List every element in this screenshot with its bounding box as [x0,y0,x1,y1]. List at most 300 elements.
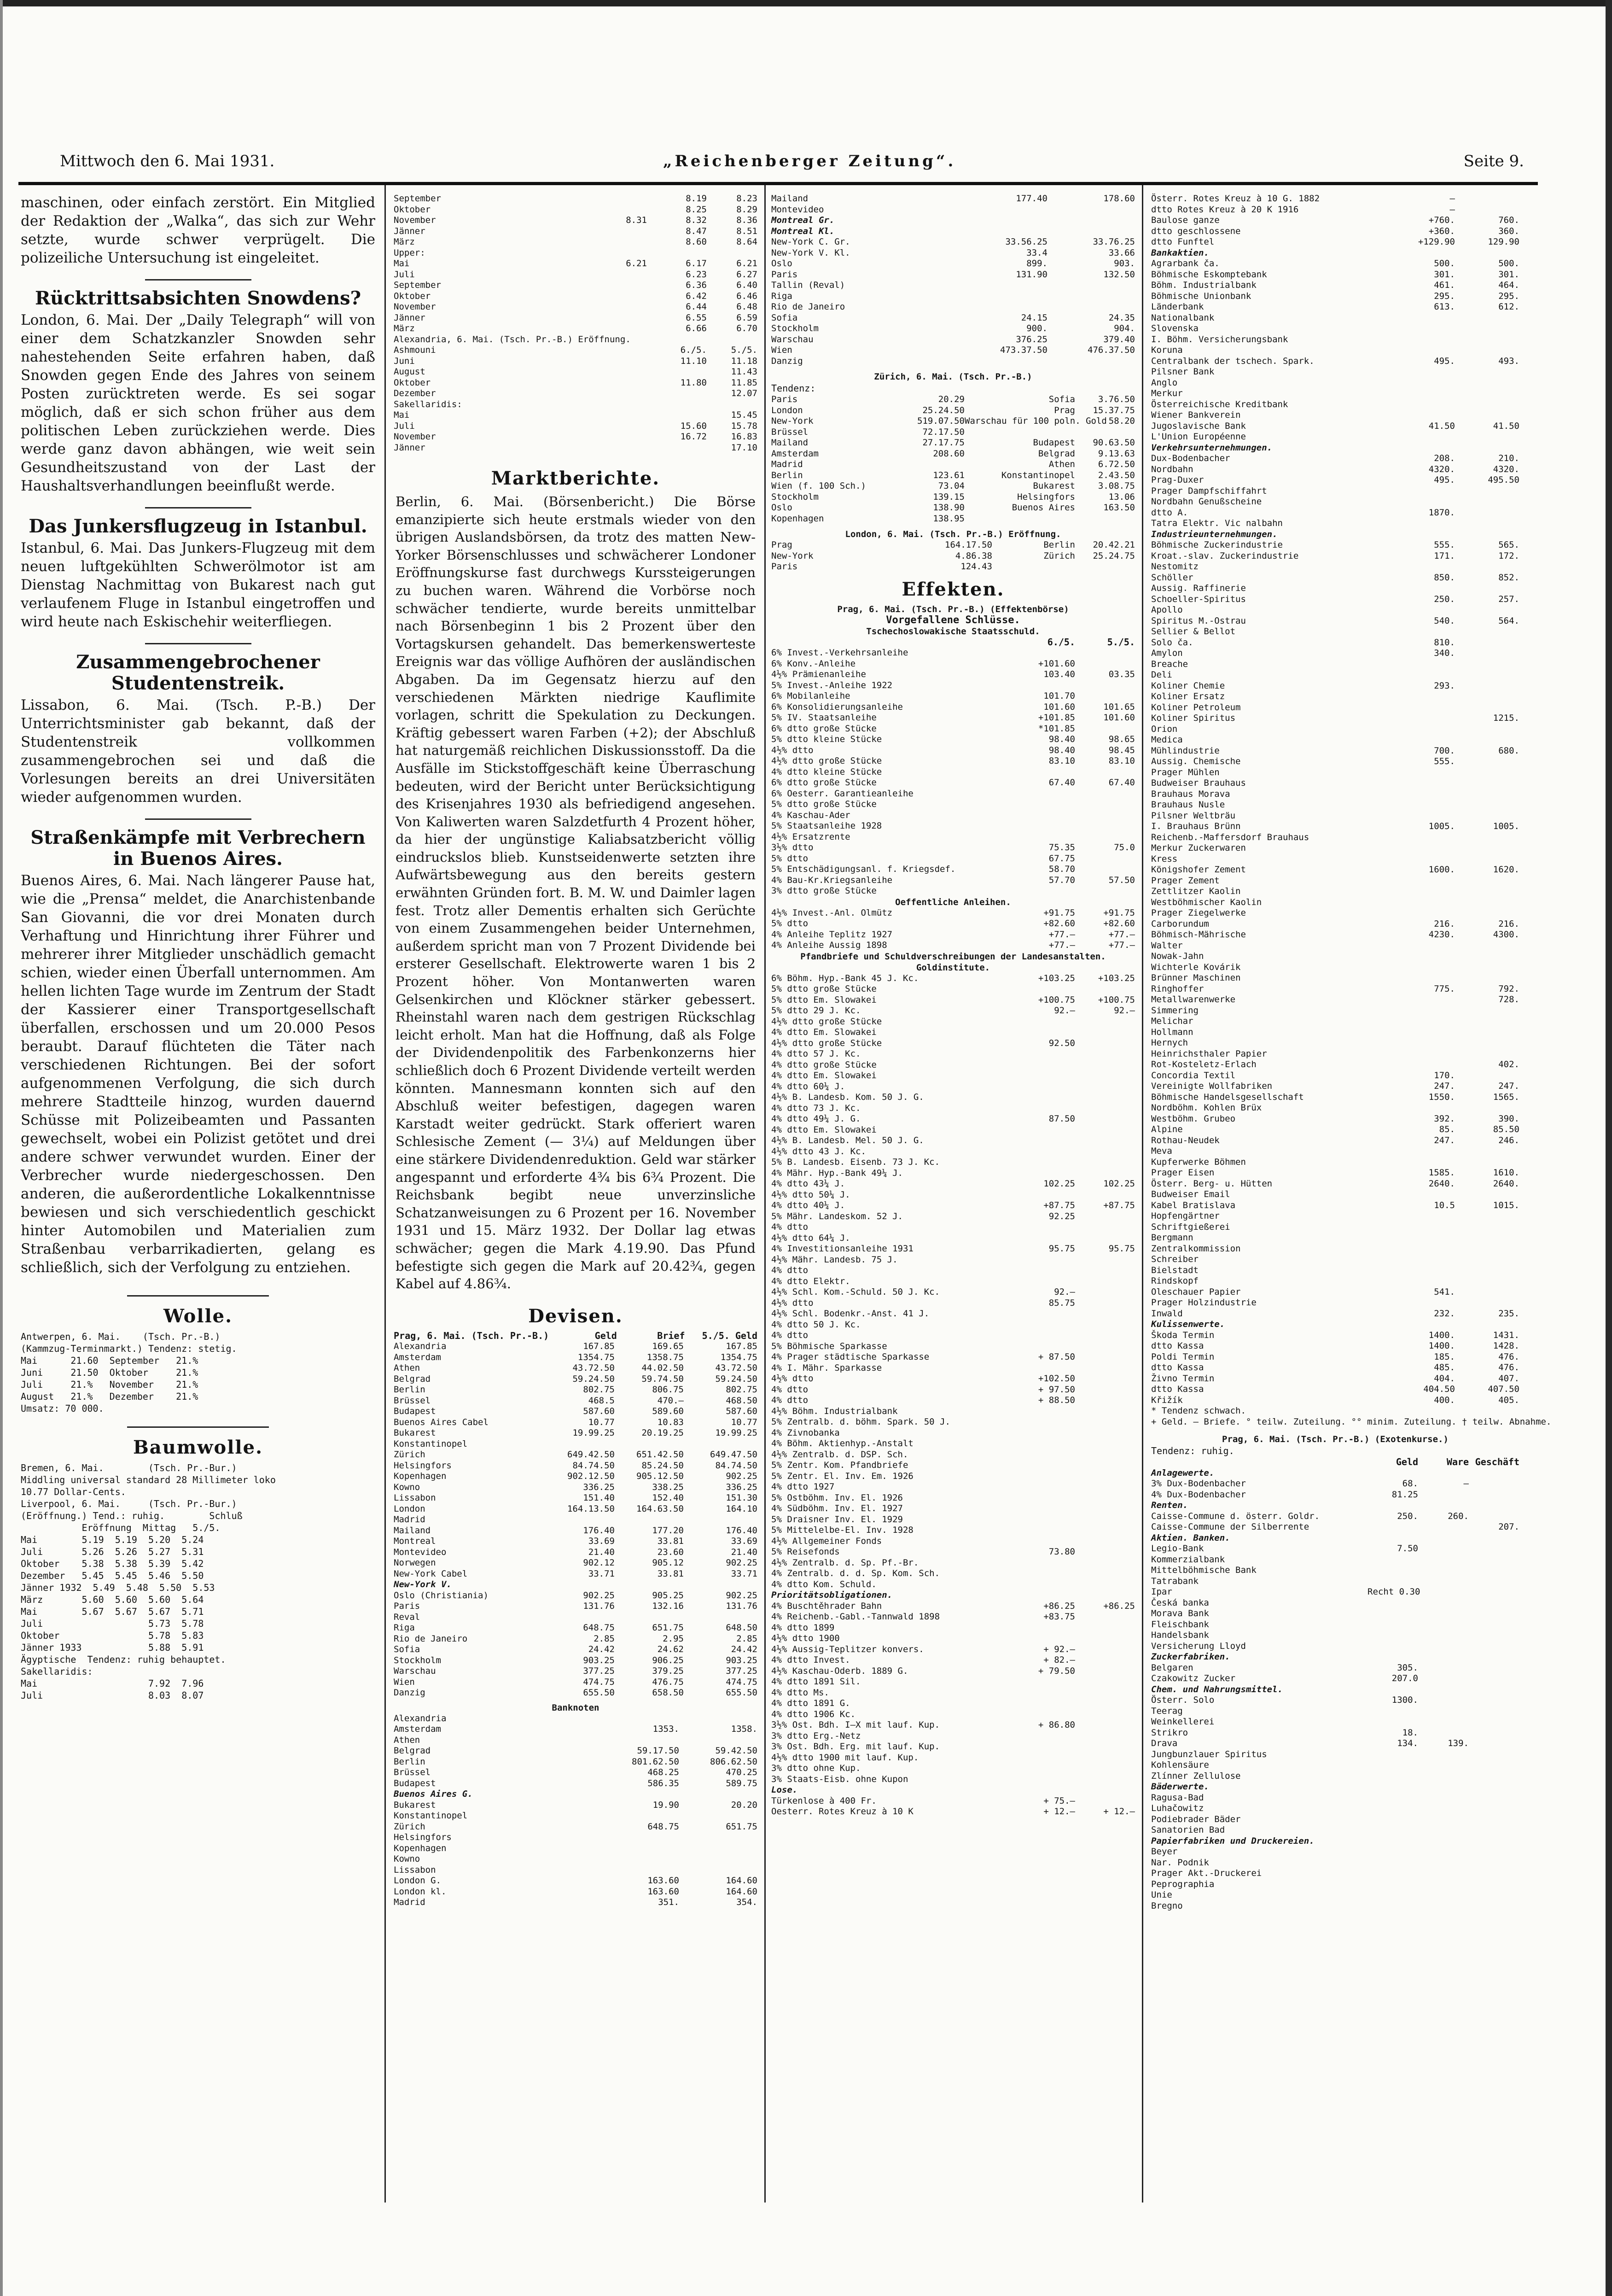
row-value: + 88.50 [1038,1395,1075,1405]
devisen-row [394,1461,757,1472]
exoten-row [1151,1598,1519,1609]
row-value: 340. [1434,648,1455,658]
row-value: 170. [1434,1070,1455,1081]
row-label: Pilsner Bank [1151,367,1215,377]
row-value [1469,1717,1519,1728]
pfandbrief-row [771,1601,1135,1612]
row-label: 4% Investitionsanleihe 1931 [771,1244,914,1254]
row-label: Stockholm [394,1655,441,1665]
row-value: 392. [1434,1113,1455,1124]
row-label: 3% Staats-Eisb. ohne Kupon [771,1774,908,1784]
row-label: Ashmouni [394,345,436,355]
baumwolle-line: Dezember 5.45 5.45 5.46 5.50 [21,1570,204,1581]
row-value: 33.69 [731,1536,757,1547]
row-value [1469,1641,1519,1652]
effekten-heading: Effekten. [902,578,1005,600]
wolle-line: Antwerpen, 6. Mai. (Tsch. Pr.-B.) [21,1331,221,1342]
devisen-row [394,1569,757,1580]
public-loan-row [771,929,1135,941]
row-label: Böhmische Unionbank [1151,291,1251,301]
cotton-row [394,258,757,269]
row-value: 18. [1402,1727,1418,1738]
share-row [1151,1038,1519,1049]
row-value [1015,1493,1075,1504]
bond-row [771,767,1135,778]
row-value [601,1832,679,1843]
row-value: 904. [1114,323,1135,333]
share-row [1151,378,1519,389]
bond-row [771,702,1135,713]
row-label: Mailand [771,438,809,448]
row-value [1418,1630,1469,1641]
pfandbrief-row [771,1460,1135,1471]
row-value: 11.18 [731,356,757,366]
row-value [1075,1092,1135,1103]
row-value: 167.85 [726,1341,757,1352]
row-value: 1358.75 [646,1352,684,1362]
row-value: +360. [1428,226,1455,236]
row-label: Bielstadt [1151,1265,1199,1275]
share-row [1151,1276,1519,1287]
row-value: 247. [1434,1081,1455,1091]
row-value: 4320. [1493,464,1519,474]
row-value: 92.25 [1048,1211,1075,1221]
page-header [60,152,1524,178]
row-value: 131.76 [726,1601,757,1612]
row-label: Zentralkommission [1151,1243,1241,1254]
row-label: 4% dtto [771,1384,809,1395]
row-label: Prioritätsobligationen. [771,1590,893,1600]
row-value: +129.90 [1418,237,1455,247]
row-label: Mai [394,410,410,420]
row-value [1418,1673,1469,1684]
pfandbrief-row [771,1774,1135,1785]
row-label: Amsterdam [394,1724,441,1735]
row-value [1455,345,1519,356]
shares-table [1151,193,1552,1427]
row-value: 655.50 [726,1688,757,1698]
row-label: Paris [771,269,798,280]
share-row [1151,756,1519,767]
row-label: Oktober [394,204,431,215]
row-value: 139. [1448,1738,1469,1748]
pfandbrief-row [771,1655,1135,1666]
banknote-row [394,1822,757,1833]
row-value: 485. [1434,1362,1455,1373]
exoten-col: Geld [1396,1456,1418,1467]
london-table [771,540,1135,573]
share-row [1151,908,1519,919]
row-label: 6% dtto große Stücke [771,723,877,734]
row-value: Zürich [1043,550,1075,561]
share-row [1151,432,1519,443]
row-value [1469,1630,1519,1641]
row-value [1015,1503,1075,1514]
row-label: 6% Konsolidierungsanleihe [771,701,903,712]
cotton-row [394,378,757,389]
row-value: 95.75 [1048,1244,1075,1254]
pfandbrief-row [771,1731,1135,1742]
row-value [1015,789,1075,800]
row-label: 5% Mähr. Landeskom. 52 J. [771,1211,903,1221]
effekten-col: 5./5. [1107,636,1135,648]
london-row [771,561,1135,573]
row-value [1455,1265,1519,1276]
row-value [1455,1157,1519,1168]
pfandbrief-row [771,1146,1135,1157]
row-value [601,1854,679,1865]
row-value: Belgrad [1038,448,1075,459]
row-value [1455,1254,1519,1265]
row-value: 250. [1397,1511,1418,1521]
row-value [1015,1709,1075,1720]
row-value [1075,1190,1135,1201]
row-label: Simmering [1151,1005,1199,1016]
row-value: 19.90 [652,1799,679,1810]
row-value [1418,1901,1469,1912]
row-value [1075,1677,1135,1688]
row-value: 33.66 [1108,247,1135,258]
row-value: 11.85 [731,377,757,388]
pfandbrief-row [771,1493,1135,1504]
pfandbrief-row [771,1092,1135,1103]
row-label: Lissabon [394,1864,436,1875]
pfandbrief-row [771,1612,1135,1623]
row-label: Böhmische Handelsgesellschaft [1151,1092,1304,1102]
share-row [1151,843,1519,854]
devisen-row [394,1341,757,1352]
devisen-row [394,1428,757,1439]
row-label: 5% Mittelelbe-El. Inv. 1928 [771,1525,914,1535]
bond-row [771,853,1135,865]
baumwolle-line: Mai 7.92 7.96 [21,1678,204,1689]
row-value: 404. [1434,1373,1455,1384]
row-label: Helsingfors [394,1460,452,1471]
row-value [1075,1471,1135,1482]
row-label: Kroat.-slav. Zuckerindustrie [1151,550,1299,561]
row-value [1391,832,1455,843]
row-value [679,1735,757,1746]
row-value [1075,1753,1135,1764]
row-value [1015,1698,1075,1709]
row-value [1075,789,1135,800]
row-value: 806.75 [652,1385,684,1395]
row-value: 33.81 [657,1568,684,1579]
row-value [1455,399,1519,410]
row-value [1455,508,1519,519]
row-value [1391,713,1455,724]
row-label: 5% Reisefonds [771,1547,840,1557]
row-value: 33.56.25 [1005,237,1048,247]
row-label: Anlagewerte. [1151,1467,1215,1478]
row-value: 58.20 [1108,416,1135,426]
row-value [1391,561,1455,573]
cotton-row [394,204,757,216]
row-value: +103.25 [1098,973,1135,983]
row-value: 24.62 [657,1644,684,1655]
pfandbrief-row [771,1320,1135,1331]
row-value: 903.25 [726,1655,757,1665]
section-divider [127,1426,269,1428]
pfandbrief-row [771,1081,1135,1092]
exoten-row [1151,1673,1519,1684]
pfandbrief-row [771,1558,1135,1569]
row-value [1469,1608,1519,1619]
share-row [1151,1384,1519,1395]
exoten-tendency: Tendenz: ruhig. [1151,1445,1234,1456]
row-value [1455,832,1519,843]
exoten-col [1151,1457,1368,1468]
row-value [1391,1157,1455,1168]
row-value [596,313,647,324]
row-value [1455,1027,1519,1038]
zurich-row [771,459,1135,470]
row-value: 305. [1397,1662,1418,1673]
row-value [1418,1868,1469,1879]
row-value [1075,1438,1135,1449]
devisen-row [394,1579,757,1590]
row-value: 75.0 [1114,842,1135,853]
row-value [1015,1688,1075,1699]
row-value [1455,886,1519,897]
rate-row [771,237,1135,248]
row-value: 651.75 [726,1821,757,1832]
devisen-row [394,1644,757,1655]
row-value [1075,1135,1135,1146]
row-value [1075,1698,1135,1709]
exoten-row [1151,1771,1519,1782]
row-label: Koliner Spiritus [1151,713,1236,723]
pfandbrief-row [771,1471,1135,1482]
row-label: 4½% Zentralb. d. DSP. Sch. [771,1449,908,1460]
row-value: 336.25 [726,1482,757,1492]
row-label: New-York C. Gr. [771,237,850,247]
row-label: 4½% B. Landesb. Kom. 50 J. G. [771,1092,924,1102]
row-label: Berlin [771,470,803,480]
row-value: 760. [1498,215,1519,225]
banknote-row [394,1789,757,1800]
share-row [1151,1222,1519,1233]
row-label: Riga [394,1623,415,1633]
row-value [684,1612,757,1623]
row-value [1391,1244,1455,1255]
row-value [1075,691,1135,702]
row-label: Vereinigte Wollfabriken [1151,1081,1273,1091]
share-row [1151,951,1519,962]
exoten-row [1151,1490,1519,1501]
header-date: Mittwoch den 6. Mai 1931. [60,152,275,170]
row-label: 4½% Allgemeiner Fonds [771,1536,882,1546]
row-label: Buenos Aires G. [394,1789,473,1799]
row-value [707,399,757,410]
row-value [1075,1309,1135,1320]
row-label: Koruna [1151,345,1183,355]
row-label: dtto Funftel [1151,237,1215,247]
cotton-row [394,421,757,432]
exoten-col: Geschäft [1475,1456,1519,1467]
row-label: 4½% dtto große Stücke [771,756,882,766]
row-label: Melichar [1151,1016,1193,1026]
row-value [1015,1579,1075,1590]
zurich-heading: Zürich, 6. Mai. (Tsch. Pr.-B.) [874,372,1032,382]
cotton-row [394,443,757,454]
row-value [1048,302,1135,313]
row-value [1075,1558,1135,1569]
row-value: 612. [1498,302,1519,312]
exoten-row [1151,1879,1519,1890]
row-value: 24.35 [1108,312,1135,323]
row-value [960,280,1048,291]
row-value: 131.90 [1016,269,1048,280]
row-value: 19.99.25 [572,1428,615,1438]
row-value [1469,1814,1519,1825]
pfandbrief-heading: Pfandbriefe und Schuldverschreibungen der Landesanstalten. [800,951,1106,962]
row-label: 5% dtto [771,853,809,864]
row-value: 564. [1498,615,1519,626]
row-value [1455,1276,1519,1287]
row-value [1391,388,1455,399]
exoten-row [1151,1890,1519,1901]
row-value [1075,1168,1135,1179]
row-label: dtto Kassa [1151,1362,1204,1373]
row-value [1469,1728,1519,1739]
row-label: 4% dtto 1927 [771,1482,835,1492]
row-label: Prager Zement [1151,875,1220,886]
share-row [1151,929,1519,941]
row-value [1015,1060,1075,1071]
share-row [1151,1146,1519,1157]
column-rule [764,185,766,2203]
row-value: 6.70 [736,323,757,333]
row-value [1391,605,1455,616]
row-value [679,1854,757,1865]
bond-row [771,724,1135,735]
banknote-row [394,1854,757,1865]
row-value [1455,1049,1519,1060]
row-value [1469,1890,1519,1901]
row-value [1075,1395,1135,1406]
row-value [679,1832,757,1843]
row-value [1075,1265,1135,1276]
row-label: 4½% dtto [771,1297,814,1308]
row-label: Hopfengärtner [1151,1211,1220,1221]
row-value [1469,1771,1519,1782]
row-value [1455,518,1519,529]
pfandbrief-row [771,1514,1135,1525]
devisen-row [394,1666,757,1677]
baumwolle-line: Liverpool, 6. Mai. (Tsch. Pr.-Bur.) [21,1498,237,1509]
pfandbrief-subheading: Goldinstitute. [916,962,990,973]
row-label: Rio de Janeiro [771,302,845,312]
row-value [1455,724,1519,735]
effekten-subtitle-3: Tschechoslowakische Staatsschuld. [866,626,1040,637]
row-value: 163.60 [647,1875,679,1886]
row-value: 565. [1498,540,1519,550]
row-value [1391,811,1455,822]
row-value [1455,486,1519,497]
scan-edge-top [0,0,1612,6]
row-value [1075,514,1135,525]
column-markets [394,193,757,2257]
baumwolle-line: (Eröffnung.) Tend.: ruhig. Schluß [21,1510,243,1521]
row-value: 102.25 [1103,1179,1135,1189]
row-value [1015,1482,1075,1493]
row-value: 44.02.50 [641,1363,684,1373]
share-row [1151,1092,1519,1103]
row-label: Aussig. Raffinerie [1151,583,1246,593]
exoten-row [1151,1608,1519,1619]
row-value: + 92.— [1043,1644,1075,1654]
row-value [1015,1125,1075,1136]
effekten-col [771,637,1015,648]
row-label: Kommerzialbank [1151,1554,1225,1565]
pfandbrief-row [771,995,1135,1006]
pfandbrief-row [771,1644,1135,1655]
row-value: 376.25 [1016,334,1048,345]
row-label: Ringhoffer [1151,983,1204,994]
rate-row [771,193,1135,204]
row-value: +86.25 [1043,1601,1075,1611]
row-value: *101.85 [1038,723,1075,734]
row-value: 902.25 [726,1590,757,1601]
row-value [1075,648,1135,659]
share-row [1151,1114,1519,1125]
row-value [596,291,647,302]
pfandbrief-row [771,1741,1135,1753]
cotton-row [394,345,757,356]
row-value: 90.63.50 [1093,438,1135,448]
row-value [1455,1070,1519,1081]
row-value: 10.77 [588,1417,615,1427]
row-label: Ipar [1151,1587,1172,1597]
exoten-row [1151,1782,1519,1793]
row-value: 98.40 [1048,745,1075,755]
pfandbrief-row [771,1265,1135,1276]
row-value: 903. [1114,258,1135,269]
pfandbrief-row [771,1417,1135,1428]
row-label: Carborundum [1151,918,1209,929]
row-value [1048,280,1135,291]
row-label: Teerag [1151,1706,1183,1716]
banknote-row [394,1746,757,1757]
row-value [1391,1211,1455,1222]
row-value [1015,1092,1075,1103]
row-value [1015,1514,1075,1525]
row-value [1455,1222,1519,1233]
banknote-row [394,1713,757,1724]
row-value: 4300. [1493,929,1519,940]
share-row [1151,702,1519,713]
share-row [1151,919,1519,930]
article-divider [145,643,251,644]
row-value [1368,1793,1418,1804]
row-label: Slovenska [1151,323,1199,333]
row-label: Westböhmischer Kaolin [1151,897,1262,907]
row-label: London G. [394,1875,441,1886]
row-label: Agrarbank ča. [1151,258,1220,269]
share-row [1151,821,1519,832]
row-label: Papierfabriken und Druckereien. [1151,1835,1315,1846]
baumwolle-line: Oktober 5.78 5.83 [21,1630,204,1641]
bond-row [771,659,1135,670]
row-label: Prager Mühlen [1151,767,1220,777]
row-label: Bäderwerte. [1151,1782,1209,1792]
row-value [1015,1633,1075,1644]
cotton-row [394,291,757,302]
row-value [1469,1695,1519,1706]
row-value [1391,767,1455,778]
row-label: 4½% dtto 43 J. Kc. [771,1146,866,1157]
